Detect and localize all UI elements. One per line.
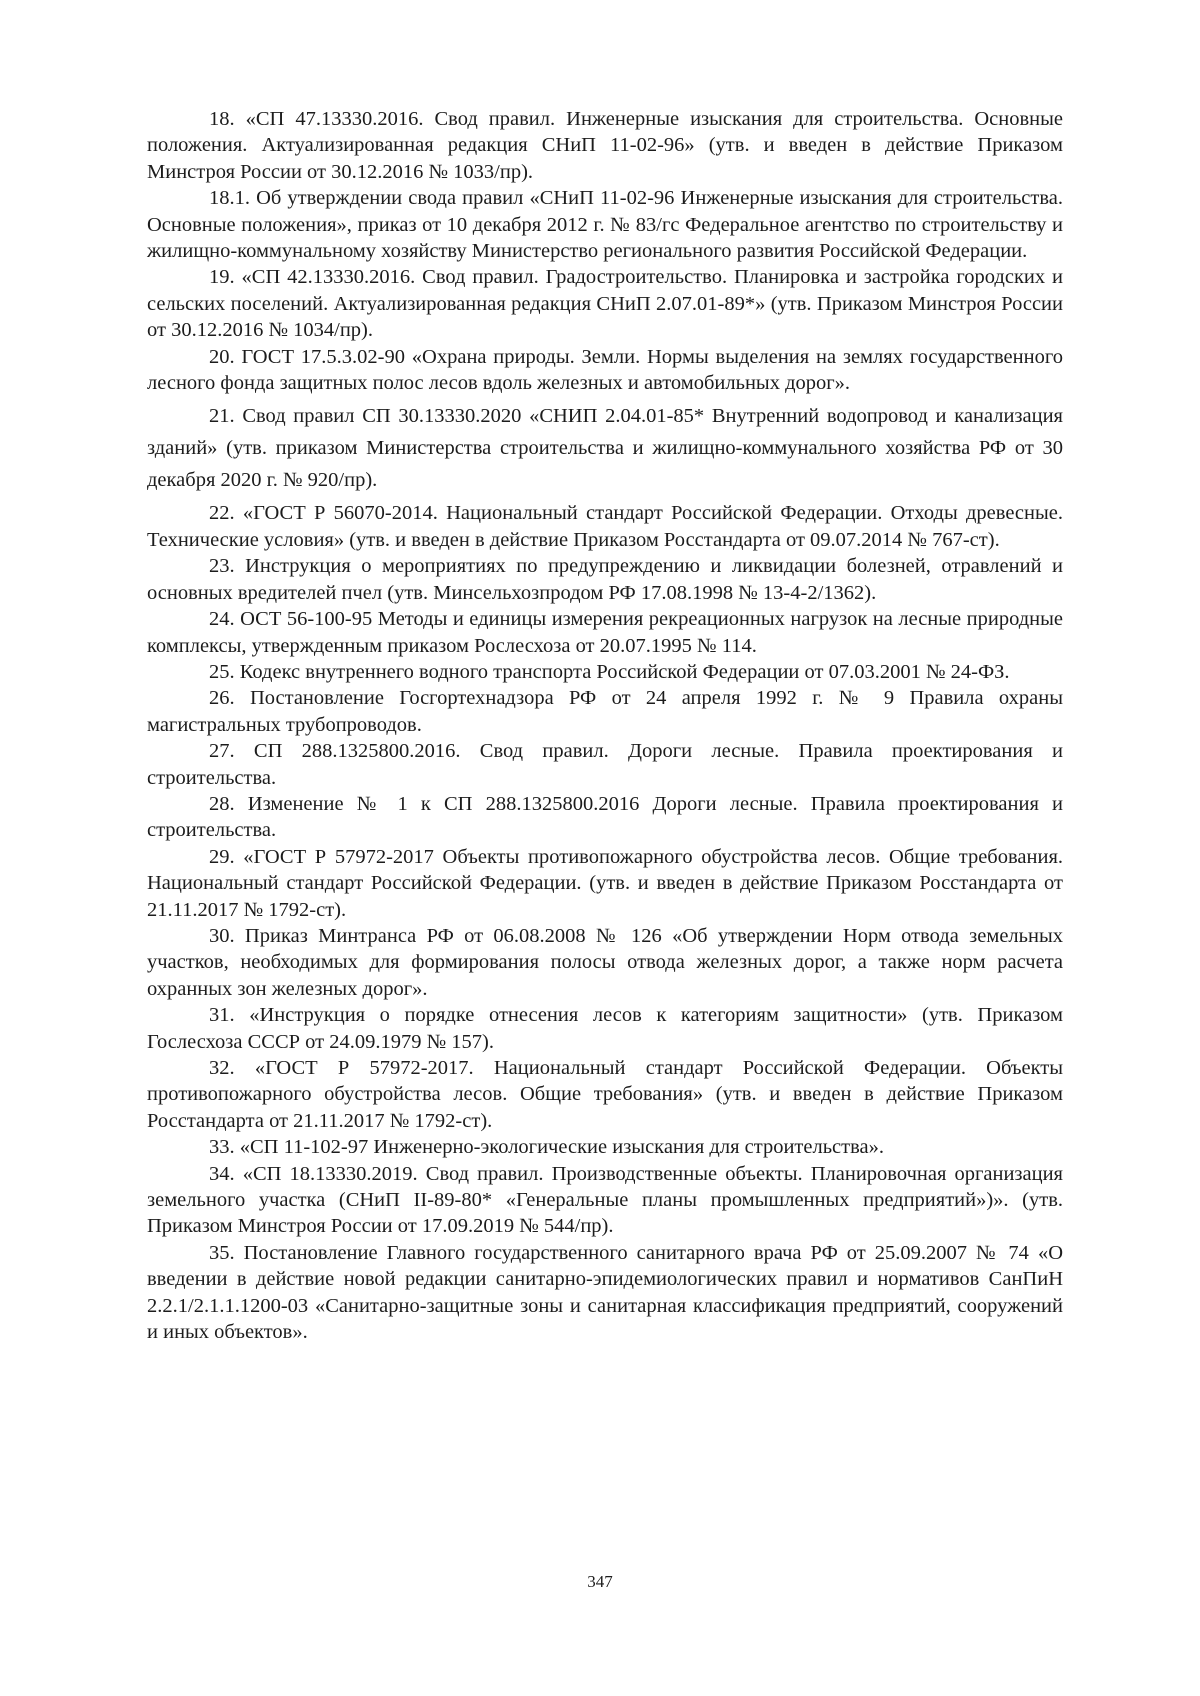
reference-list bbox=[147, 106, 1063, 1345]
reference-item-35: 35. Постановление Главного государственного санитарного врача РФ от 25.09.2007 № 74 «О введении в действие новой редакции санитарно-эпидемиологических правил и нормативов СанПиН 2.2.1/2.1.1.1200-03 «Санитарно-защитные зоны и санитарная классификация предприятий, сооружений и иных объектов». bbox=[147, 1241, 1063, 1344]
reference-item-33: 33. «СП 11-102-97 Инженерно-экологические изыскания для строительства». bbox=[209, 1136, 884, 1159]
reference-item-23: 23. Инструкция о мероприятиях по предупреждению и ликвидации болезней, отравлений и основных вредителей пчел (утв. Минсельхозпродом РФ 17.08.1998 № 13-4-2/1362). bbox=[147, 555, 1063, 604]
reference-item-22: 22. «ГОСТ Р 56070-2014. Национальный стандарт Российской Федерации. Отходы древесные. Технические условия» (утв. и введен в действие Приказом Росстандарта от 09.07.2014 № 767-ст). bbox=[147, 502, 1063, 551]
page-number: 347 bbox=[587, 1572, 613, 1591]
reference-item-27: 27. СП 288.1325800.2016. Свод правил. Дороги лесные. Правила проектирования и строительства. bbox=[147, 740, 1063, 789]
reference-item-18: 18. «СП 47.13330.2016. Свод правил. Инженерные изыскания для строительства. Основные положения. Актуализированная редакция СНиП 11-02-96» (утв. и введен в действие Приказом Минстроя России от 30.12.2016 № 1033/пр). bbox=[147, 108, 1063, 183]
reference-item-21: 21. Свод правил СП 30.13330.2020 «СНИП 2.04.01-85* Внутренний водопровод и канализация зданий» (утв. приказом Министерства строительства и жилищно-коммунального хозяйства РФ от 30 декабря 2020 г. № 920/пр). bbox=[147, 405, 1063, 492]
reference-item-20: 20. ГОСТ 17.5.3.02-90 «Охрана природы. Земли. Нормы выделения на землях государственного лесного фонда защитных полос лесов вдоль железных и автомобильных дорог». bbox=[147, 345, 1063, 395]
reference-item-32: 32. «ГОСТ Р 57972-2017. Национальный стандарт Российской Федерации. Объекты противопожарного обустройства лесов. Общие требования» (утв. и введен в действие Приказом Росстандарта от 21.11.2017 № 1792-ст). bbox=[147, 1057, 1063, 1132]
reference-item-19: 19. «СП 42.13330.2016. Свод правил. Градостроительство. Планировка и застройка городских и сельских поселений. Актуализированная редакция СНиП 2.07.01-89*» (утв. Приказом Минстроя России от 30.12.2016 № 1034/пр). bbox=[147, 266, 1063, 342]
reference-item-29: 29. «ГОСТ Р 57972-2017 Объекты противопожарного обустройства лесов. Общие требования. Национальный стандарт Российской Федерации. (утв. и введен в действие Приказом Росстандарта от 21.11.2017 № 1792-ст). bbox=[147, 845, 1063, 921]
reference-item-28: 28. Изменение № 1 к СП 288.1325800.2016 Дороги лесные. Правила проектирования и строительства. bbox=[147, 792, 1063, 842]
reference-item-18-1: 18.1. Об утверждении свода правил «СНиП 11-02-96 Инженерные изыскания для строительства. Основные положения», приказ от 10 декабря 2012 г. № 83/гс Федеральное агентство по строительству и жилищно-коммунальному хозяйству Министерство регионального развития Российской Федерации. bbox=[147, 187, 1063, 263]
reference-item-25: 25. Кодекс внутреннего водного транспорта Российской Федерации от 07.03.2001 № 24-ФЗ. bbox=[209, 660, 1010, 683]
reference-item-34: 34. «СП 18.13330.2019. Свод правил. Производственные объекты. Планировочная организация земельного участка (СНиП II-89-80* «Генеральные планы промышленных предприятий»)». (утв. Приказом Минстроя России от 17.09.2019 № 544/пр). bbox=[147, 1162, 1063, 1238]
reference-item-31: 31. «Инструкция о порядке отнесения лесов к категориям защитности» (утв. Приказом Гослесхоза СССР от 24.09.1979 № 157). bbox=[147, 1004, 1063, 1053]
reference-item-26: 26. Постановление Госгортехнадзора РФ от 24 апреля 1992 г. № 9 Правила охраны магистральных трубопроводов. bbox=[147, 687, 1063, 736]
reference-item-30: 30. Приказ Минтранса РФ от 06.08.2008 № 126 «Об утверждении Норм отвода земельных участков, необходимых для формирования полосы отвода железных дорог, а также норм расчета охранных зон железных дорог». bbox=[147, 924, 1063, 1000]
reference-item-24: 24. ОСТ 56-100-95 Методы и единицы измерения рекреационных нагрузок на лесные природные комплексы, утвержденным приказом Рослесхоза от 20.07.1995 № 114. bbox=[147, 608, 1063, 657]
